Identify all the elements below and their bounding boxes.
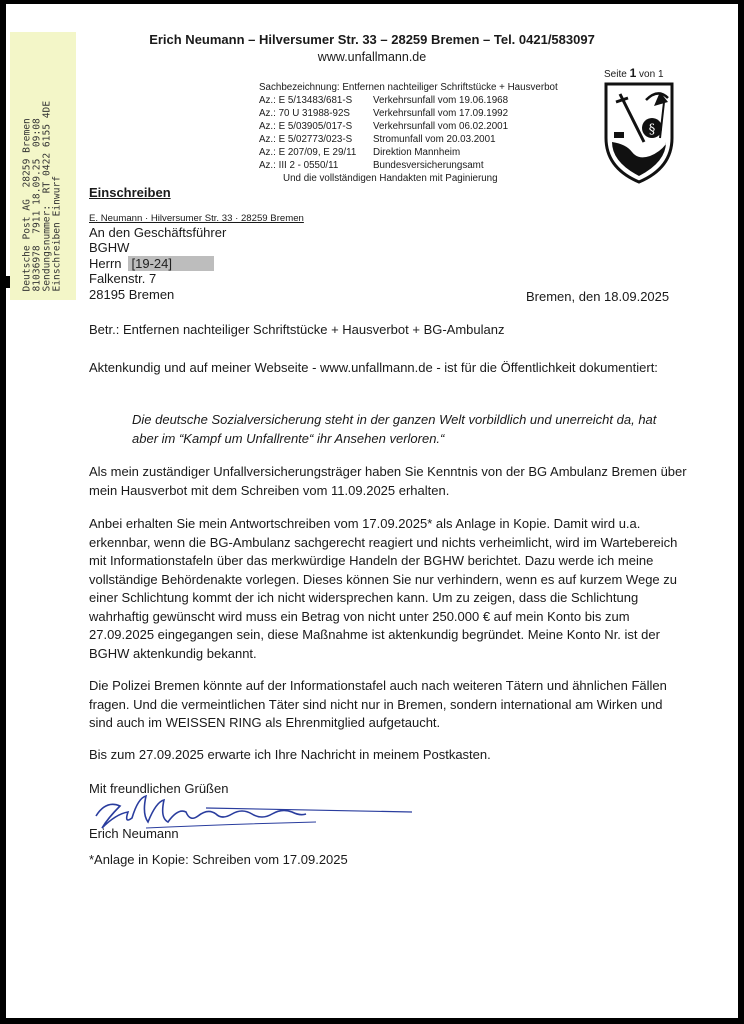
paragraph-2: Als mein zuständiger Unfallversicherungsträger haben Sie Kenntnis von der BG Ambulanz Bremen über mein Hausverbot mit dem Schreiben vom 11.09.2025 erhalten. — [89, 464, 687, 498]
enclosure-note: *Anlage in Kopie: Schreiben vom 17.09.2025 — [89, 852, 348, 867]
reference-desc: Direktion Mannheim — [373, 147, 461, 158]
sender-header: Erich Neumann – Hilversumer Str. 33 – 28259 Bremen – Tel. 0421/583097 — [149, 32, 595, 47]
recipient-salutation: Herrn — [89, 255, 122, 271]
paragraph-3: Anbei erhalten Sie mein Antwortschreiben vom 17.09.2025* als Anlage in Kopie. Damit wird u.a. erkennbar, wenn die BG-Ambulanz sachgerecht reagiert und nichts verheimlicht, wird im Wartebereich mit Informationstafeln über das merkwürdige Handeln der BGHW berichtet. Dazu werde ich meine vollständige Behördenakte vorlegen. Dieses können Sie nur verhindern, wenn es auf kurzem Wege zu einer Schlichtung kommt der ich nicht widersprechen kann. Um zu zeigen, dass die Schlichtung wahrhaftig gewünscht wird muss ein Betrag von nicht unter 250.000 € auf mein Konto bis zum 27.09.2025 eingegangen sein, diese Maßnahme ist aktenkundig begründet. Meine Konto Nr. ist der BGHW aktenkundig bekannt. — [89, 516, 678, 661]
paragraph-4: Die Polizei Bremen könnte auf der Informationstafel auch nach weiteren Tätern und ähnlichen Fällen fragen. Und die vermeintlichen Täter sind nicht nur in Bremen, sondern international am Wirken und sind auch im WEISSEN RING als Ehrenmitglied aufgetaucht. — [89, 678, 667, 730]
stamp-text — [23, 37, 63, 292]
page-current: 1 — [629, 66, 637, 80]
page-of: von 1 — [639, 69, 664, 80]
sender-website: www.unfallmann.de — [317, 50, 427, 64]
return-address-line: E. Neumann · Hilversumer Str. 33 · 28259 Bremen — [89, 213, 304, 224]
reference-row — [259, 146, 558, 159]
recipient-street: Falkenstr. 7 — [89, 271, 157, 287]
reference-az: Az.: E 5/02773/023-S — [259, 134, 353, 145]
scan-edge-mark — [6, 276, 10, 288]
justice-emblem-icon — [602, 80, 676, 184]
recipient-address — [89, 225, 226, 302]
reference-az: Az.: E 5/13483/681-S — [259, 95, 353, 106]
recipient-line: An den Geschäftsführer — [89, 225, 227, 240]
svg-text:§: § — [648, 122, 656, 137]
stamp-line: Sendungsnummer: RT 0422 6155 4DE — [41, 100, 53, 292]
reference-az: Az.: 70 U 31988-92S — [259, 108, 350, 119]
reference-title: Sachbezeichnung: Entfernen nachteiliger Schriftstücke + Hausverbot — [259, 82, 558, 93]
letter-page — [6, 4, 738, 1018]
stamp-line: Deutsche Post AG 28259 Bremen — [21, 118, 33, 292]
stamp-line: 81036978 7911 18.09.25 09:08 — [31, 118, 43, 292]
redacted-name: [19-24] — [128, 256, 214, 271]
reference-az: Az.: III 2 - 0550/11 — [259, 160, 339, 171]
subject-line: Betr.: Entfernen nachteiliger Schriftstücke + Hausverbot + BG-Ambulanz — [89, 322, 505, 337]
reference-desc: Bundesversicherungsamt — [373, 160, 484, 171]
reference-az: Az.: E 5/03905/017-S — [259, 121, 353, 132]
reference-desc: Verkehrsunfall vom 19.06.1968 — [373, 95, 509, 106]
reference-row — [259, 94, 558, 107]
quote: Die deutsche Sozialversicherung steht in der ganzen Welt vorbildlich und unerreicht da, hat aber im “Kampf um Unfallrente“ ihr Ansehen verloren.“ — [132, 412, 657, 446]
postage-stamp — [10, 32, 76, 300]
recipient-person — [89, 256, 226, 271]
delivery-mode: Einschreiben — [89, 185, 171, 200]
letter-date: Bremen, den 18.09.2025 — [526, 289, 670, 304]
reference-row — [259, 120, 558, 133]
reference-row — [259, 133, 558, 146]
reference-az: Az.: E 207/09, E 29/11 — [259, 147, 357, 158]
reference-block — [259, 81, 558, 185]
reference-desc: Verkehrsunfall vom 17.09.1992 — [373, 108, 509, 119]
page-label: Seite — [604, 69, 627, 80]
closing: Mit freundlichen Grüßen — [89, 781, 229, 796]
signature-name: Erich Neumann — [89, 826, 179, 841]
reference-desc: Verkehrsunfall vom 06.02.2001 — [373, 121, 509, 132]
reference-footer: Und die vollständigen Handakten mit Paginierung — [283, 173, 498, 184]
reference-row — [259, 107, 558, 120]
stamp-line: Einschreiben Einwurf — [51, 175, 63, 292]
paragraph-5: Bis zum 27.09.2025 erwarte ich Ihre Nachricht in meinem Postkasten. — [89, 747, 491, 762]
reference-desc: Stromunfall vom 20.03.2001 — [373, 134, 496, 145]
recipient-city: 28195 Bremen — [89, 286, 175, 302]
page-number — [604, 66, 664, 80]
paragraph-1: Aktenkundig und auf meiner Webseite - www.unfallmann.de - ist für die Öffentlichkeit dokumentiert: — [89, 360, 658, 375]
reference-row — [259, 159, 558, 172]
recipient-line: BGHW — [89, 240, 130, 256]
